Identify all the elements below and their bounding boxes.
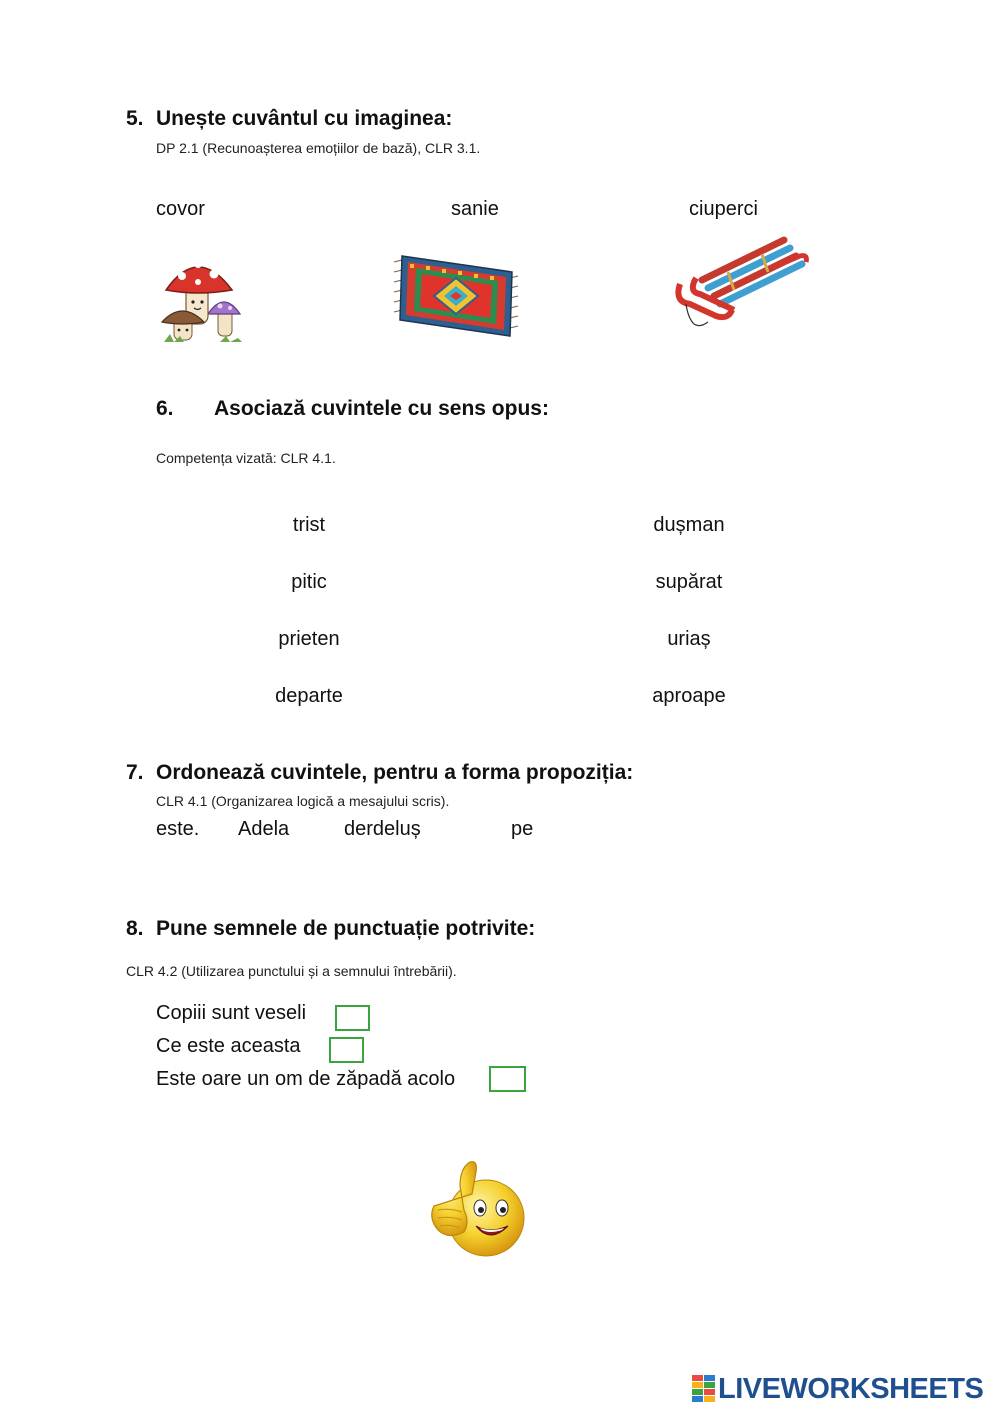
punctuation-answer-box[interactable] — [335, 1005, 370, 1031]
ex8-number: 8. — [126, 917, 144, 940]
ex8-sentence: Copiii sunt veseli — [156, 1002, 307, 1024]
ex7-title: Ordonează cuvintele, pentru a forma propoziția: — [156, 761, 634, 784]
ex5-word-covor[interactable]: covor — [156, 198, 205, 220]
ex6-right-word[interactable]: dușman — [653, 514, 725, 536]
ex8-sentence: Este oare un om de zăpadă acolo — [156, 1068, 456, 1090]
punctuation-answer-box[interactable] — [489, 1066, 526, 1092]
sled-image[interactable] — [672, 232, 810, 336]
mushrooms-image[interactable] — [160, 250, 246, 346]
ex6-right-word[interactable]: aproape — [652, 685, 726, 707]
ex6-left-word[interactable]: prieten — [278, 628, 340, 650]
ex5-number: 5. — [126, 107, 144, 130]
liveworksheets-logo[interactable] — [692, 1372, 983, 1406]
ex7-word[interactable]: pe — [511, 818, 534, 840]
ex7-number: 7. — [126, 761, 144, 784]
ex8-title: Pune semnele de punctuație potrivite: — [156, 917, 536, 940]
ex7-word[interactable]: este. — [156, 818, 200, 840]
ex7-subtitle: CLR 4.1 (Organizarea logică a mesajului scris). — [156, 793, 450, 809]
ex6-subtitle: Competența vizată: CLR 4.1. — [156, 450, 336, 466]
rug-image[interactable] — [392, 252, 520, 338]
ex6-left-word[interactable]: trist — [292, 514, 326, 536]
ex6-title: Asociază cuvintele cu sens opus: — [214, 397, 549, 420]
ex6-number: 6. — [156, 397, 174, 420]
liveworksheets-logo-icon — [692, 1375, 716, 1403]
ex5-title: Unește cuvântul cu imaginea: — [156, 107, 453, 130]
liveworksheets-logo-text: LIVEWORKSHEETS — [718, 1372, 984, 1405]
ex6-right-word[interactable]: supărat — [655, 571, 723, 593]
ex6-left-word[interactable]: pitic — [291, 571, 327, 593]
ex5-word-ciuperci[interactable]: ciuperci — [689, 198, 758, 220]
ex7-word[interactable]: derdeluș — [344, 818, 421, 840]
ex8-sentence: Ce este aceasta — [156, 1035, 301, 1057]
ex6-left-word[interactable]: departe — [275, 685, 343, 707]
ex7-word[interactable]: Adela — [238, 818, 290, 840]
punctuation-answer-box[interactable] — [329, 1037, 364, 1063]
ex8-subtitle: CLR 4.2 (Utilizarea punctului și a semnului întrebării). — [126, 963, 457, 979]
ex5-word-sanie[interactable]: sanie — [451, 198, 499, 220]
ex6-right-word[interactable]: uriaș — [667, 628, 711, 650]
ex5-subtitle: DP 2.1 (Recunoașterea emoțiilor de bază), CLR 3.1. — [156, 140, 481, 156]
thumbs-up-smiley-image — [424, 1158, 528, 1258]
